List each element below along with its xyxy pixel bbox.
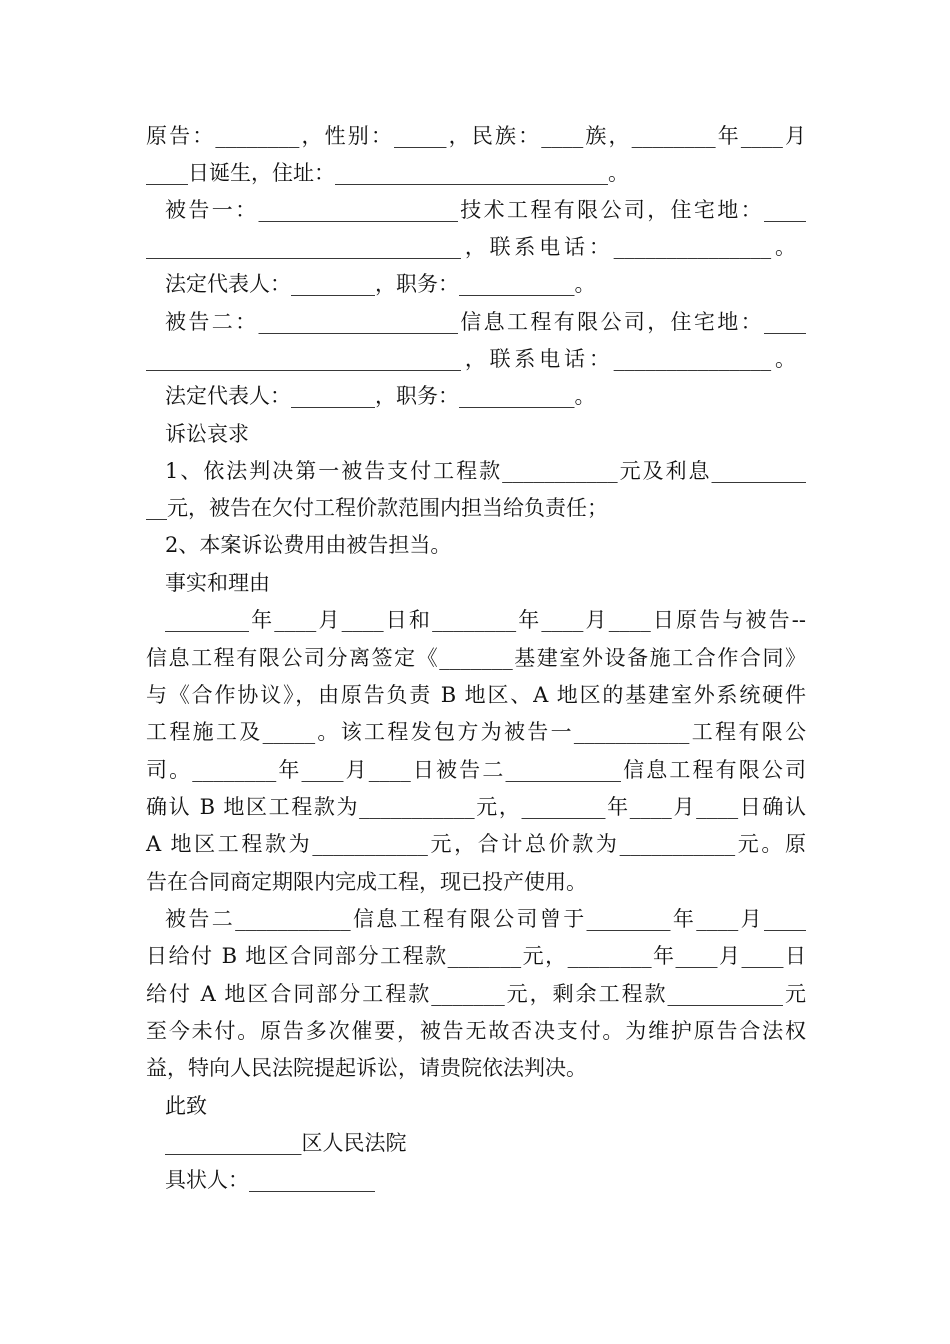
claims-heading: 诉讼哀求 — [165, 422, 249, 446]
facts-line-5: 司。________年____月____日被告二___________信息工程有限公司 — [146, 758, 806, 782]
facts-line-11: 给付 A 地区合同部分工程款_______元，剩余工程款___________元 — [146, 982, 806, 1006]
claim-1-line-1: 1、依法判决第一被告支付工程款___________元及利息_________ — [165, 459, 806, 483]
facts-line-9: 被告二___________信息工程有限公司曾于________年____月____ — [165, 907, 806, 931]
facts-line-2: 信息工程有限公司分离签定《_______基建室外设备施工合作合同》 — [146, 646, 806, 670]
facts-line-1: ________年____月____日和________年____月____日原告与被告-- — [165, 608, 806, 632]
defendant1-line-2: ______________________________，联系电话：_______________。 — [146, 235, 796, 259]
facts-line-4: 工程施工及_____。该工程发包方为被告一___________工程有限公 — [146, 720, 806, 744]
plaintiff-line-2: ____日诞生，住址：__________________________。 — [146, 161, 629, 185]
defendant1-line-1: 被告一：___________________技术工程有限公司，住宅地：____ — [165, 198, 806, 222]
facts-line-13: 益，特向人民法院提起诉讼，请贵院依法判决。 — [146, 1056, 587, 1080]
signatory: 具状人：____________ — [165, 1168, 375, 1192]
salutation: 此致 — [165, 1094, 207, 1118]
plaintiff-line-1: 原告：________，性别：_____，民族：____族，________年____月 — [146, 124, 806, 148]
facts-line-8: 告在合同商定期限内完成工程，现已投产使用。 — [146, 870, 587, 894]
facts-line-10: 日给付 B 地区合同部分工程款_______元，________年____月____日 — [146, 944, 806, 968]
facts-line-3: 与《合作协议》，由原告负责 B 地区、A 地区的基建室外系统硬件 — [146, 683, 806, 707]
defendant1-representative: 法定代表人：________，职务：___________。 — [165, 272, 596, 296]
court-name: _____________区人民法院 — [165, 1131, 407, 1155]
defendant2-line-2: ______________________________，联系电话：_______________。 — [146, 347, 796, 371]
claim-1-line-2: __元，被告在欠付工程价款范围内担当给负责任； — [146, 496, 608, 520]
facts-heading: 事实和理由 — [165, 571, 270, 595]
facts-line-12: 至今未付。原告多次催要，被告无故否决支付。为维护原告合法权 — [146, 1019, 806, 1043]
defendant2-representative: 法定代表人：________，职务：___________。 — [165, 384, 596, 408]
facts-line-7: A 地区工程款为___________元，合计总价款为___________元。原 — [146, 832, 806, 856]
defendant2-line-1: 被告二：___________________信息工程有限公司，住宅地：____ — [165, 310, 806, 334]
claim-2: 2、本案诉讼费用由被告担当。 — [165, 533, 452, 557]
facts-line-6: 确认 B 地区工程款为___________元，________年____月____日确认 — [146, 795, 806, 819]
